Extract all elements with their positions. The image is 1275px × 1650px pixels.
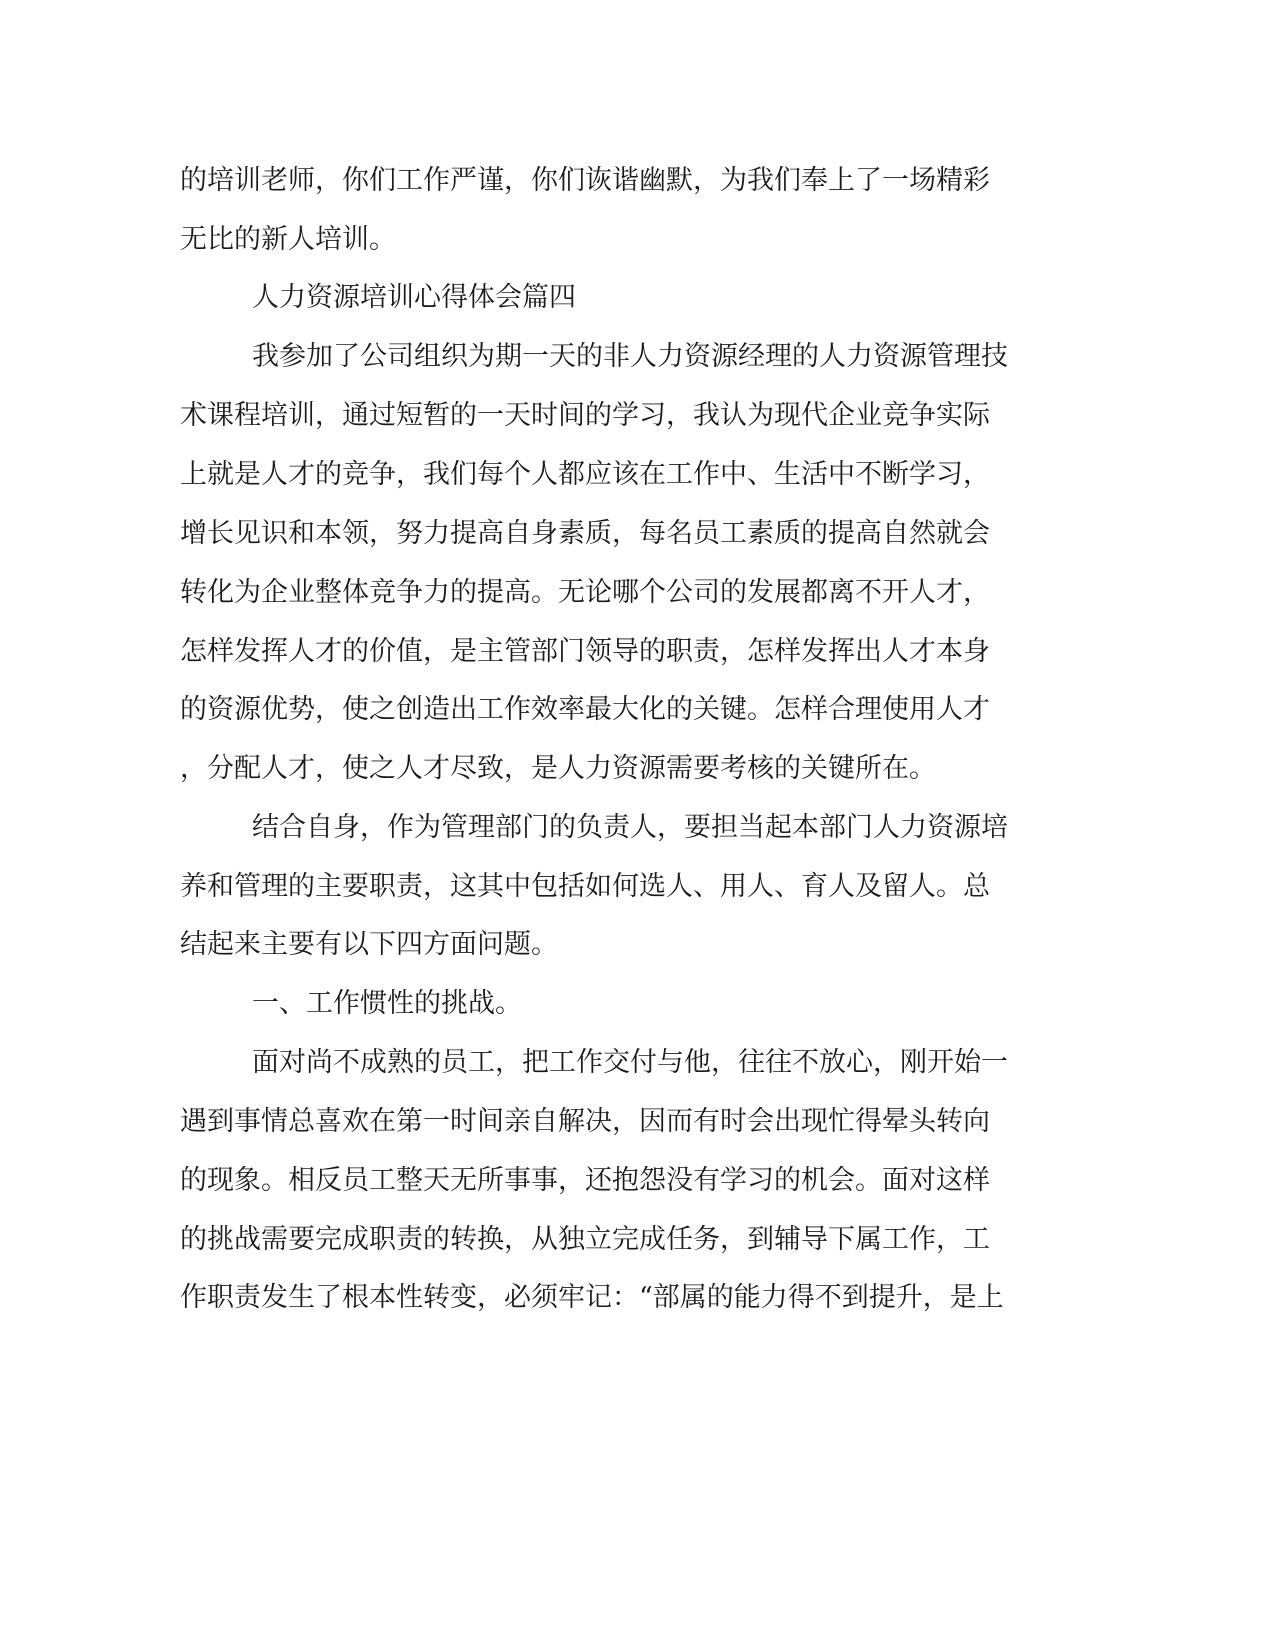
- text-line-4: 我参加了公司组织为期一天的非人力资源经理的人力资源管理技: [252, 341, 1008, 372]
- text-line-17: 遇到事情总喜欢在第一时间亲自解决，因而有时会出现忙得晕头转向: [180, 1106, 990, 1137]
- section-heading: 人力资源培训心得体会篇四: [252, 282, 576, 313]
- text-line-19: 的挑战需要完成职责的转换，从独立完成任务，到辅导下属工作，工: [180, 1224, 990, 1255]
- text-line-6: 上就是人才的竞争，我们每个人都应该在工作中、生活中不断学习，: [180, 459, 990, 490]
- text-line-9: 怎样发挥人才的价值，是主管部门领导的职责，怎样发挥出人才本身: [180, 636, 990, 667]
- text-line-18: 的现象。相反员工整天无所事事，还抱怨没有学习的机会。面对这样: [180, 1165, 990, 1196]
- text-line-8: 转化为企业整体竞争力的提高。无论哪个公司的发展都离不开人才，: [180, 577, 990, 608]
- text-line-14: 结起来主要有以下四方面问题。: [180, 929, 558, 960]
- text-line-16: 面对尚不成熟的员工，把工作交付与他，往往不放心，刚开始一: [252, 1047, 1008, 1078]
- text-line-11: ，分配人才，使之人才尽致，是人力资源需要考核的关键所在。: [180, 753, 936, 784]
- text-line-10: 的资源优势，使之创造出工作效率最大化的关键。怎样合理使用人才: [180, 694, 990, 725]
- text-line-7: 增长见识和本领，努力提高自身素质，每名员工素质的提高自然就会: [180, 518, 990, 549]
- text-line-13: 养和管理的主要职责，这其中包括如何选人、用人、育人及留人。总: [180, 871, 990, 902]
- text-line-15: 一、工作惯性的挑战。: [252, 988, 522, 1019]
- text-line-20: 作职责发生了根本性转变，必须牢记：“部属的能力得不到提升，是上: [180, 1282, 1004, 1313]
- text-line-5: 术课程培训，通过短暂的一天时间的学习，我认为现代企业竞争实际: [180, 400, 990, 431]
- text-line-12: 结合自身，作为管理部门的负责人，要担当起本部门人力资源培: [252, 812, 1008, 843]
- text-line-1: 的培训老师，你们工作严谨，你们诙谐幽默，为我们奉上了一场精彩: [180, 165, 990, 196]
- text-line-2: 无比的新人培训。: [180, 224, 396, 255]
